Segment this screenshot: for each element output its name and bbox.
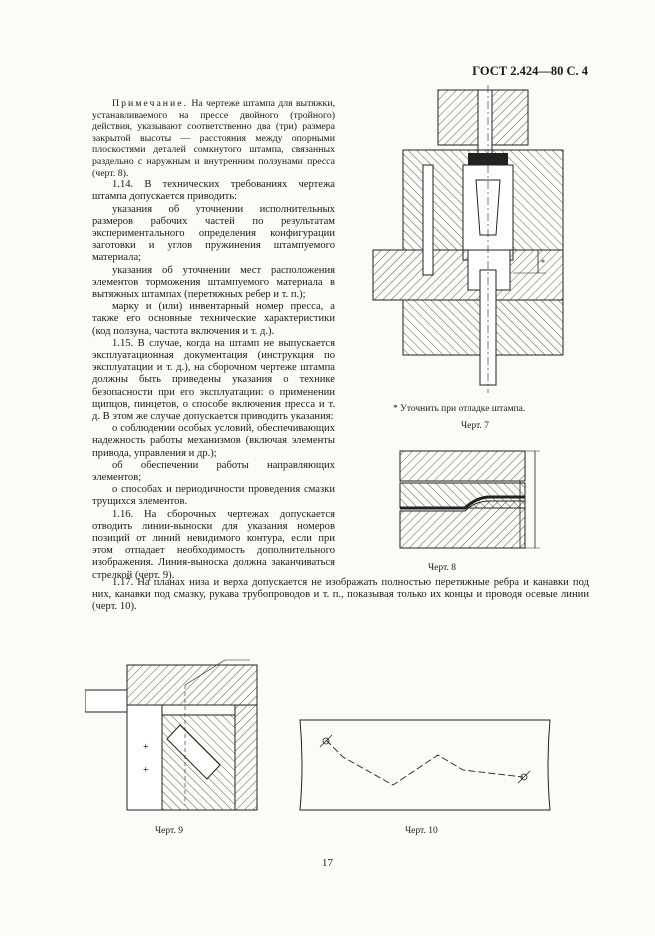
paragraph-1-17: 1.17. На планах низа и верха допускается не изображать полностью перетяжные ребра и канавки под них, канавки под смазку, рукава трубопроводов и т. п., показывая только их концы и проводя осевые линии (черт. 10). (92, 577, 589, 613)
paragraph-item: о способах и периодичности проведения смазки трущихся элементов. (92, 484, 335, 508)
figure-7-caption: Черт. 7 (461, 421, 489, 431)
paragraph-1-17-block (92, 577, 589, 614)
figure-10-caption: Черт. 10 (405, 826, 438, 836)
paragraph-item: об обеспечении работы направляющих элементов; (92, 459, 335, 484)
figure-8-drawing (395, 443, 555, 558)
figure-9-caption: Черт. 9 (155, 826, 183, 836)
paragraph-item: указания об уточнении исполнительных размеров рабочих частей по результатам экспериментального определения конфигурации заготовки и углов пружинения штампуемого материала; (92, 203, 335, 264)
paragraph-1-16: 1.16. На сборочных чертежах допускается отводить линии-выноски для указания номеров позиций от линий невидимого контура, если при этом отпадает необходимость дополнительного изображения. Линия-выноска должна заканчиваться стрелкой (черт. 9). (92, 508, 335, 581)
figure-9-drawing (85, 655, 265, 820)
note-lead: Примечание. (112, 98, 189, 109)
paragraph-1-14: 1.14. В технических требованиях чертежа штампа допускается приводить: (92, 179, 335, 203)
paragraph-item: указания об уточнении мест расположения элементов торможения штампуемого материала в вытяжных штампах (перетяжных ребер и т. п.); (92, 264, 335, 300)
figure-7-footnote: * Уточнить при отладке штампа. (393, 404, 526, 414)
page-number: 17 (322, 857, 333, 869)
note-paragraph (92, 98, 335, 179)
fig9-plus-1: + (143, 742, 149, 753)
page-header: ГОСТ 2.424—80 С. 4 (472, 64, 588, 78)
paragraph-item: о соблюдении особых условий, обеспечивающих надежность работы механизмов (включая элементы привода, управления и др.); (92, 423, 335, 459)
fig9-plus-2: + (143, 765, 149, 776)
figure-8-caption: Черт. 8 (428, 563, 456, 573)
paragraph-1-15: 1.15. В случае, когда на штамп не выпускается эксплуатационная документация (инструкция по эксплуатации и т. д.), на сборочном чертеже штампа должны быть приведены указания о технике безопасности при его эксплуатации: о применении щипцов, пинцетов, о способе включения пресса и т. д. В этом же случае допускается приводить указания: (92, 337, 335, 423)
figure-10-drawing (298, 715, 553, 815)
main-text-column (92, 98, 335, 582)
note-text: На чертеже штампа для вытяжки, устанавливаемого на прессе двойного (тройного) действия, указывают соответственно два (три) размера закрытой высоты — расстояния между опорными плоскостями деталей сомкнутого штампа, связанных раздельно с наружным и внутренним ползунами пресса (черт. 8). (92, 98, 336, 179)
fig7-dim-label: * (541, 258, 545, 267)
figure-7-drawing (368, 85, 568, 395)
paragraph-item: марку и (или) инвентарный номер пресса, а также его основные технические характеристики (код ползуна, частота включения и т. д.). (92, 301, 335, 337)
